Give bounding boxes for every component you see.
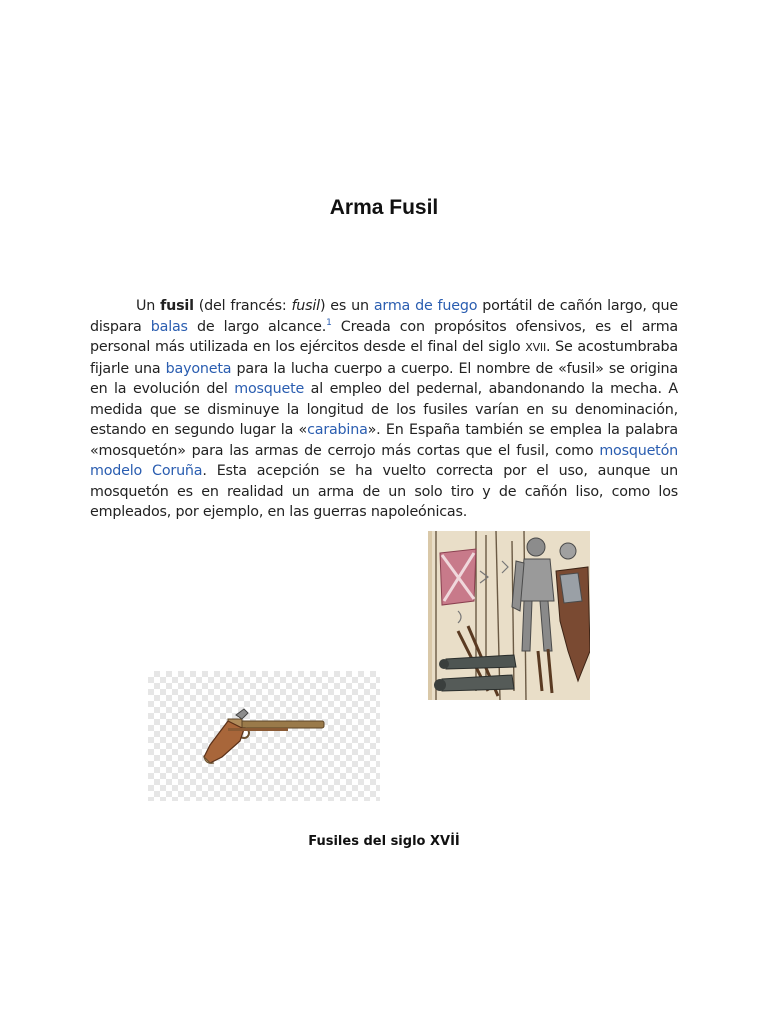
text-run: portátil de cañón largo, que dispara	[90, 298, 678, 335]
text-run: para la lucha cuerpo a cuerpo. El nombre de «fusil» se origina en la evolución del	[90, 360, 678, 397]
text-run: . Esta acepción se ha vuelto correcta por el uso, aunque un mosquetón es en realidad un arma de un solo tiro y de cañón liso, como los empleados, por ejemplo, en las guerras napoleónicas.	[90, 463, 678, 520]
text-run: Creada con propósitos ofensivos, es el arma personal más utilizada en los ejércitos desde el final del siglo	[90, 318, 678, 355]
century-numeral: XVII	[525, 341, 546, 354]
term-fusil: fusil	[160, 298, 194, 314]
armor-weapons-drawing	[428, 531, 590, 700]
link-bayoneta[interactable]: bayoneta	[165, 360, 232, 377]
text-run: . Se acostumbraba fijarle una	[90, 339, 678, 377]
flintlock-pistol-drawing	[148, 671, 380, 801]
intro-paragraph	[90, 296, 678, 523]
armor-weapons-illustration	[428, 531, 590, 700]
text-run: ) es un	[319, 298, 374, 314]
term-fusil-french: fusil	[291, 298, 320, 314]
figure-caption: Fusiles del siglo XVİİ	[308, 834, 460, 849]
link-arma-de-fuego[interactable]: arma de fuego	[373, 298, 478, 314]
document-title: Arma Fusil	[329, 196, 439, 219]
link-mosqueton-modelo-coruna[interactable]: mosquetón modelo Coruña	[90, 442, 678, 479]
link-mosquete[interactable]: mosquete	[234, 381, 305, 397]
link-carabina[interactable]: carabina	[307, 422, 368, 438]
text-run: de largo alcance.	[187, 318, 327, 335]
text-run: ». En España también se emplea la palabra «mosquetón» para las armas de cerrojo más cortas que el fusil, como	[90, 422, 678, 459]
text-run: al empleo del pedernal, abandonando la mecha. A medida que se disminuye la longitud de los fusiles varían en su denominación, estando en segundo lugar la «	[90, 381, 678, 438]
link-balas[interactable]: balas	[150, 318, 188, 335]
footnote-ref[interactable]: 1	[326, 317, 332, 328]
flintlock-pistol-image	[148, 671, 380, 801]
text-run: (del francés:	[193, 298, 292, 314]
text-run: Un	[136, 298, 161, 314]
